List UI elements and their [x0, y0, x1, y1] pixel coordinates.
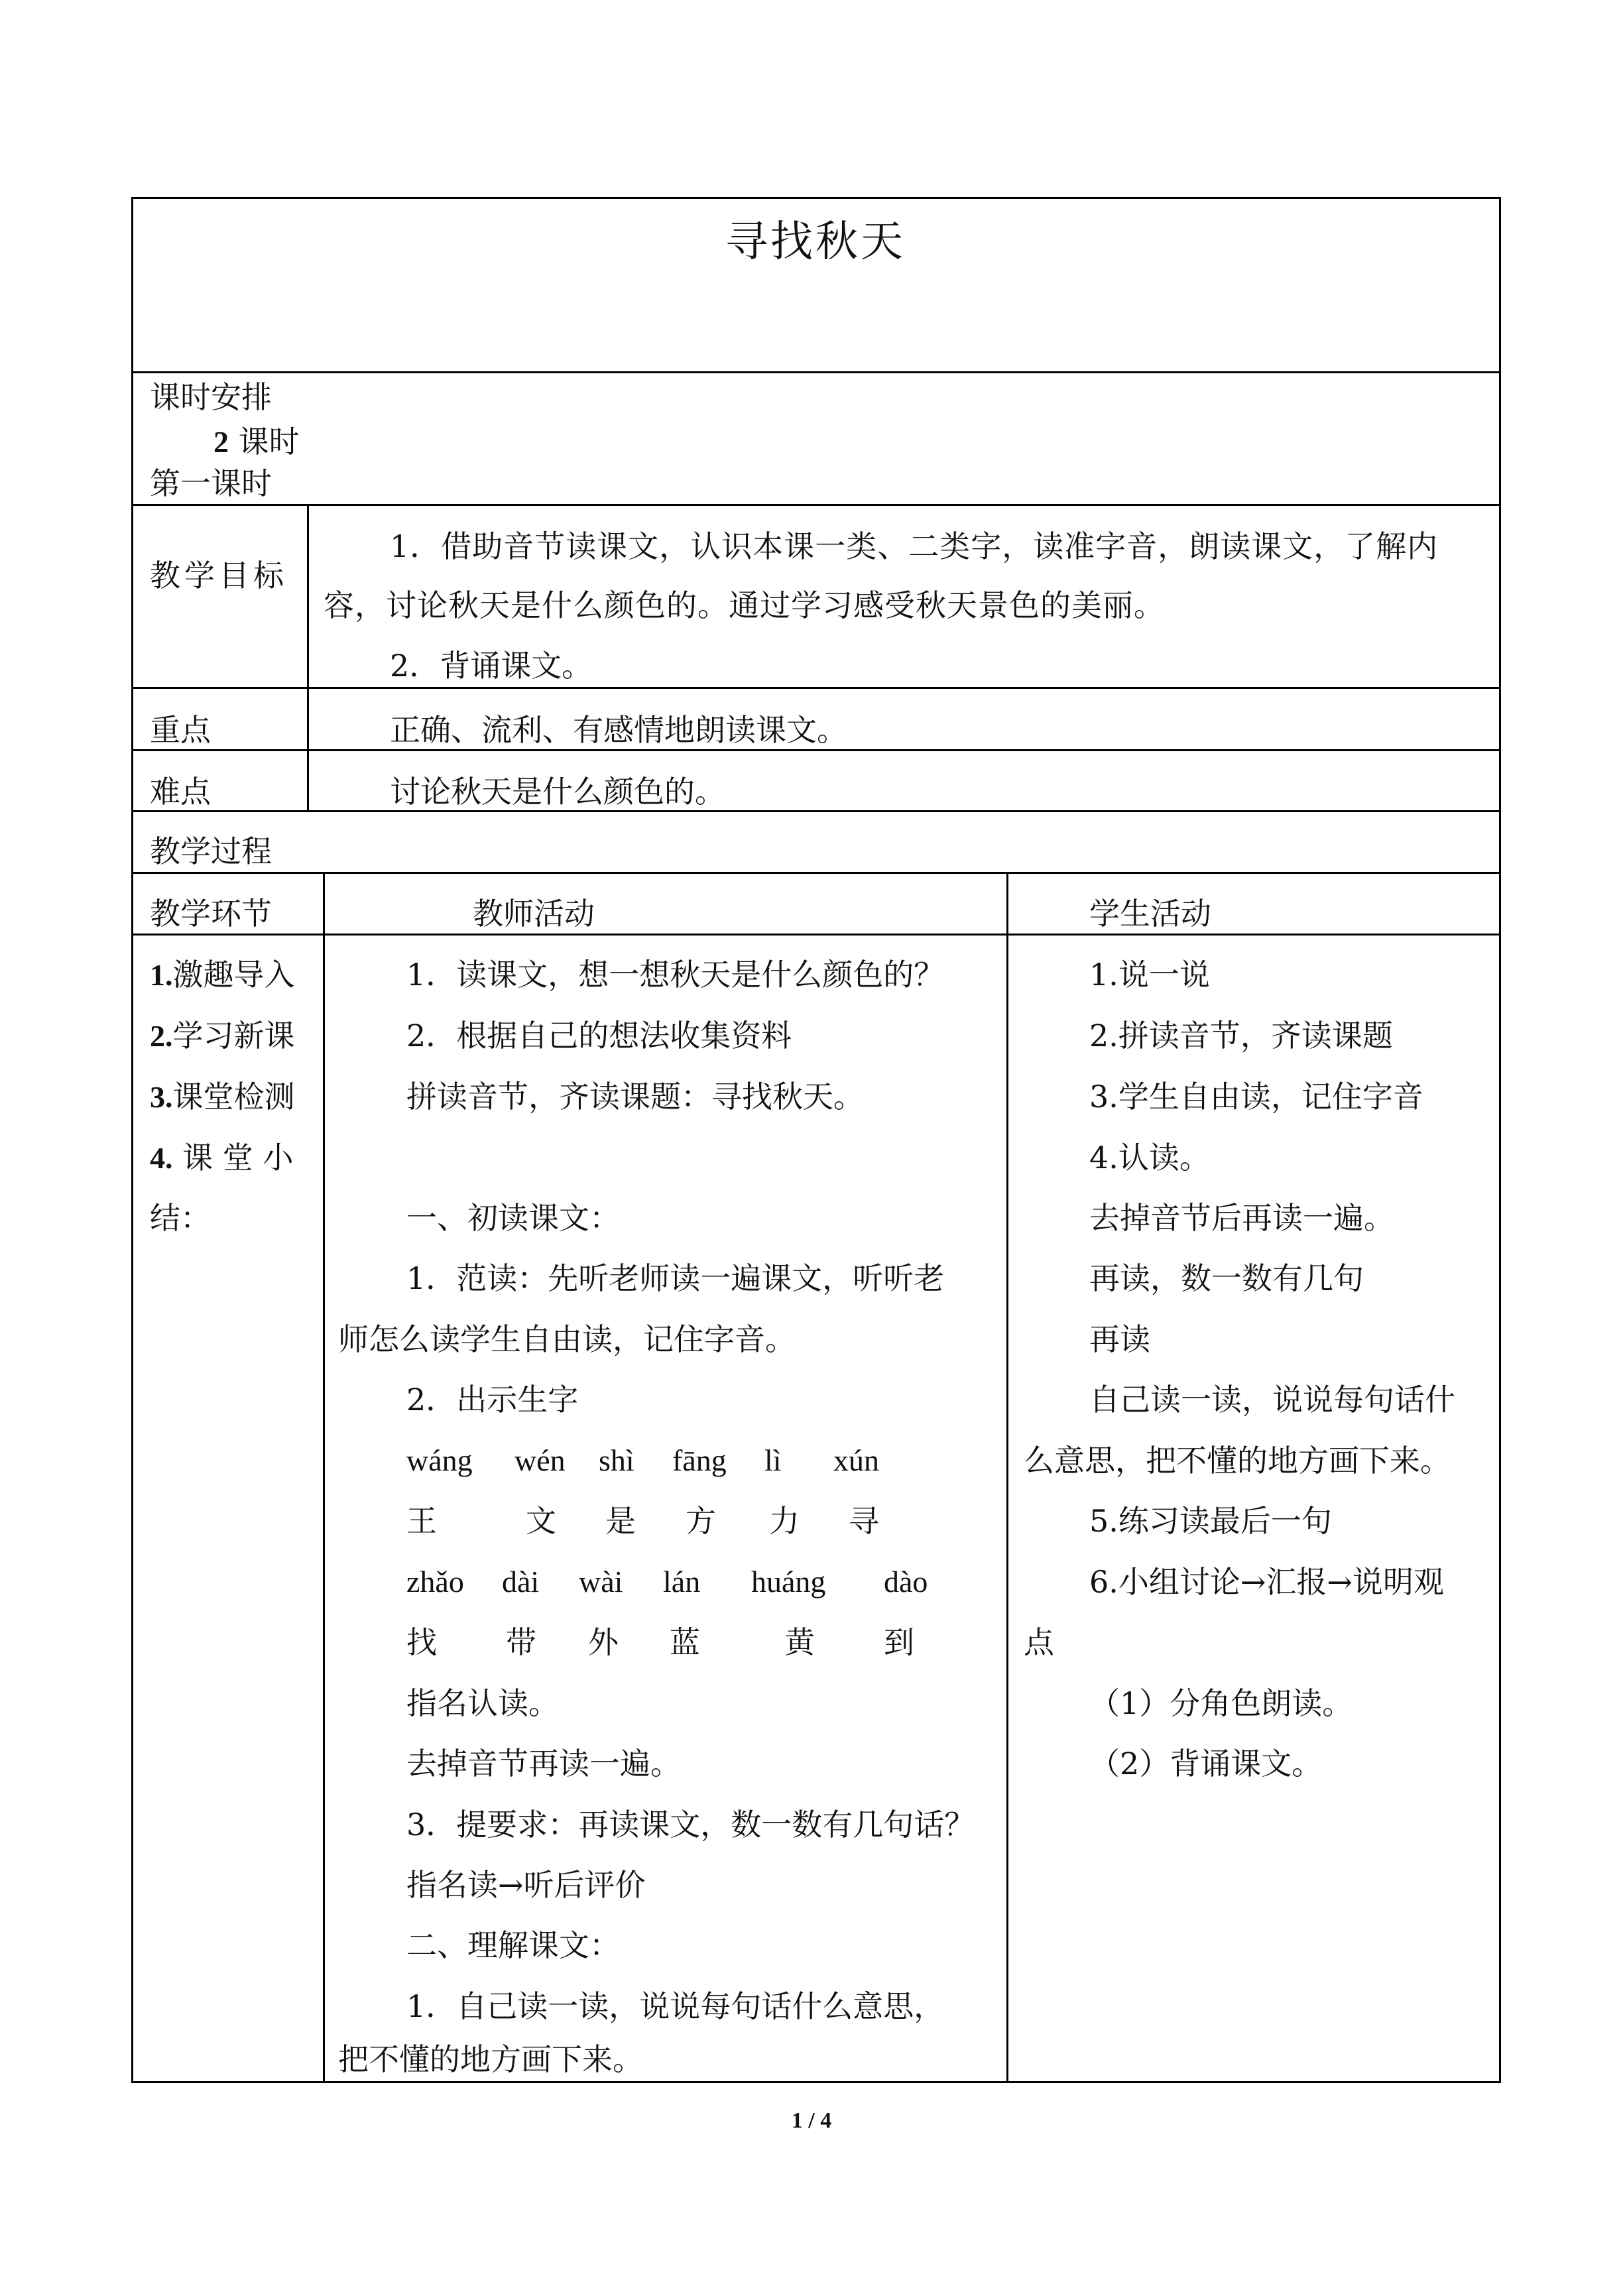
student-line-11: 6.小组讨论→汇报→说明观: [1089, 1564, 1444, 1600]
stage-3: [150, 1066, 295, 1128]
char-zhao: 找: [406, 1624, 437, 1660]
difficulty-text: 讨论秋天是什么颜色的。: [390, 774, 725, 810]
page-number: 1 / 4: [791, 2108, 832, 2133]
teacher-line-4: 一、初读课文：: [406, 1200, 620, 1236]
stage-3-text: 课堂检测: [172, 1079, 295, 1115]
process-label: 教学过程: [150, 833, 272, 869]
header-teacher: 教师活动: [473, 896, 595, 932]
student-line-3: 3.学生自由读，记住字音: [1089, 1079, 1423, 1115]
char-lan: 蓝: [670, 1624, 700, 1660]
pinyin-dai: dài: [502, 1565, 540, 1599]
teacher-line-14: 把不懂的地方画下来。: [338, 2041, 643, 2077]
pinyin-wen: wén: [514, 1443, 566, 1477]
row-divider-difficulty: [131, 810, 1501, 812]
header-stage: 教学环节: [150, 896, 272, 932]
char-huang: 黄: [784, 1624, 815, 1660]
student-line-10: 5.练习读最后一句: [1089, 1503, 1332, 1539]
col-divider-label: [307, 504, 309, 812]
student-line-6: 再读，数一数有几句: [1089, 1260, 1364, 1296]
student-line-4: 4.认读。: [1089, 1140, 1210, 1176]
teacher-line-2: 2．根据自己的想法收集资料: [406, 1018, 792, 1054]
row-divider-headers: [131, 934, 1501, 936]
stage-4: [150, 1127, 293, 1189]
difficulty-label: 难点: [150, 774, 211, 810]
stage-4-number: 4.: [150, 1141, 173, 1175]
teacher-line-5: 1．范读：先听老师读一遍课文，听听老: [406, 1260, 945, 1296]
char-li: 力: [769, 1503, 800, 1539]
schedule-label: 课时安排: [150, 379, 272, 415]
goals-label: 教学目标: [150, 558, 288, 593]
pinyin-fang: fāng: [672, 1443, 727, 1477]
char-wen: 文: [526, 1503, 556, 1539]
student-line-5: 去掉音节后再读一遍。: [1089, 1200, 1394, 1236]
pinyin-xun: xún: [833, 1443, 879, 1477]
stage-2: [150, 1005, 295, 1067]
stage-1-number: 1.: [150, 958, 173, 992]
col-divider-stage: [323, 872, 325, 2083]
pinyin-lan: lán: [663, 1565, 701, 1599]
row-divider-title: [131, 371, 1501, 373]
student-line-12: 点: [1024, 1624, 1054, 1660]
page-title: 寻找秋天: [725, 217, 906, 267]
row-divider-schedule: [131, 504, 1501, 506]
char-shi: 是: [605, 1503, 636, 1539]
table-border-right: [1499, 197, 1501, 2083]
pinyin-dao: dào: [884, 1565, 928, 1599]
table-border-bottom: [131, 2081, 1501, 2083]
student-line-2: 2.拼读音节，齐读课题: [1089, 1018, 1393, 1054]
stage-1: [150, 944, 295, 1006]
char-wai: 外: [588, 1624, 619, 1660]
table-border-left: [131, 197, 133, 2083]
student-line-14: （2）背诵课文。: [1089, 1746, 1323, 1782]
table-border-top: [131, 197, 1501, 199]
key-point-label: 重点: [150, 712, 211, 748]
pinyin-li: lì: [764, 1443, 782, 1477]
pinyin-shi: shì: [599, 1443, 634, 1477]
stage-4-continued: [150, 1187, 211, 1248]
schedule-hours-unit: 课时: [229, 424, 300, 459]
char-xun: 寻: [849, 1503, 879, 1539]
student-line-8: 自己读一读，说说每句话什: [1089, 1382, 1455, 1418]
stage-2-number: 2.: [150, 1019, 173, 1053]
col-divider-teacher: [1006, 872, 1008, 2083]
stage-3-number: 3.: [150, 1080, 173, 1114]
teacher-line-13: 1．自己读一读，说说每句话什么意思，: [406, 1988, 945, 2024]
char-dai: 带: [506, 1624, 536, 1660]
row-divider-goals: [131, 687, 1501, 689]
goals-line-1: 1．借助音节读课文，认识本课一类、二类字，读准字音，朗读课文，了解内: [390, 528, 1439, 564]
teacher-line-8: 指名认读。: [406, 1685, 559, 1721]
pinyin-zhao: zhǎo: [406, 1565, 464, 1599]
stage-4-text: 课 堂 小: [172, 1140, 294, 1176]
teacher-line-12: 二、理解课文：: [406, 1927, 620, 1963]
header-student: 学生活动: [1089, 896, 1211, 932]
schedule-lesson: 第一课时: [150, 465, 272, 501]
teacher-line-3: 拼读音节，齐读课题：寻找秋天。: [406, 1079, 864, 1115]
schedule-hours-number: 2: [213, 425, 229, 459]
row-divider-process: [131, 872, 1501, 874]
teacher-line-1: 1．读课文，想一想秋天是什么颜色的？: [406, 957, 945, 993]
teacher-line-6: 师怎么读学生自由读，记住字音。: [338, 1321, 796, 1357]
student-line-7: 再读: [1089, 1321, 1150, 1357]
student-line-13: （1）分角色朗读。: [1089, 1685, 1353, 1721]
student-line-9: 么意思，把不懂的地方画下来。: [1024, 1443, 1451, 1479]
char-dao: 到: [884, 1624, 914, 1660]
pinyin-wai: wài: [579, 1565, 623, 1599]
char-wang: 王: [406, 1503, 437, 1539]
char-fang: 方: [686, 1503, 716, 1539]
teacher-line-9: 去掉音节再读一遍。: [406, 1746, 681, 1782]
goals-line-3: 2．背诵课文。: [390, 648, 593, 684]
teacher-line-7: 2．出示生字: [406, 1382, 579, 1418]
student-line-1: 1.说一说: [1089, 957, 1210, 993]
stage-1-text: 激趣导入: [172, 957, 295, 993]
teacher-line-11: 指名读→听后评价: [406, 1867, 646, 1903]
pinyin-huang: huáng: [751, 1565, 826, 1599]
key-point-text: 正确、流利、有感情地朗读课文。: [390, 712, 847, 748]
stage-2-text: 学习新课: [172, 1018, 295, 1054]
stage-5-text: 结：: [150, 1200, 211, 1236]
goals-line-2: 容，讨论秋天是什么颜色的。通过学习感受秋天景色的美丽。: [324, 587, 1165, 623]
teacher-line-10: 3．提要求：再读课文，数一数有几句话？: [406, 1807, 975, 1843]
pinyin-wang: wáng: [406, 1443, 473, 1477]
